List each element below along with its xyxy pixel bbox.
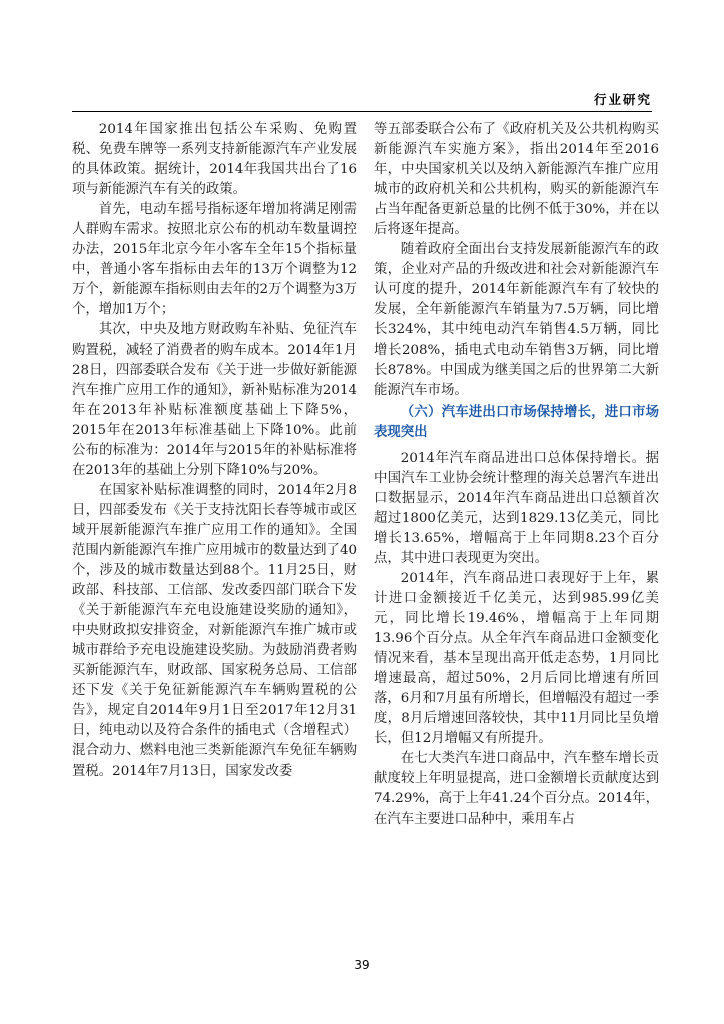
paragraph-license-quota: 首先，电动车摇号指标逐年增加将满足刚需人群购车需求。按照北京公布的机动车数量调控办法，2015年北京今年小客车全年15个指标量中，普通小客车指标由去年的13万个调整为12万个，新能源车指标则由去年的2万个调整为3万个，增加1万个；: [72, 202, 357, 318]
left-column: [72, 120, 357, 782]
page-number: 39: [354, 958, 370, 972]
paragraph-import-categories: 在七大类汽车进口商品中，汽车整车增长贡献度较上年明显提高，进口金额增长贡献度达到74.29%，高于上年41.24个百分点。2014年，在汽车主要进口品种中，乘用车占: [374, 751, 659, 827]
paragraph-nev-sales: 随着政府全面出台支持发展新能源汽车的政策，企业对产品的升级改进和社会对新能源汽车认可度的提升，2014年新能源汽车有了较快的发展，全年新能源汽车销量为7.5万辆，同比增长324%，其中纯电动汽车销售4.5万辆，同比增长208%，插电式电动车销售3万辆，同比增长878%。中国成为继美国之后的世界第二大新能源汽车市场。: [374, 242, 659, 398]
right-column: [374, 120, 659, 830]
section-heading: （六）汽车进出口市场保持增长，进口市场表现突出: [374, 404, 659, 440]
paragraph-promotion-cities: 在国家补贴标准调整的同时，2014年2月8日，四部委发布《关于支持沈阳长春等城市或区域开展新能源汽车推广应用工作的通知》。全国范围内新能源汽车推广应用城市的数量达到了40个，涉及的城市数量达到88个。11月25日，财政部、科技部、工信部、发改委四部门联合下发《关于新能源汽车充电设施建设奖励的通知》，中央财政拟安排资金，对新能源汽车推广城市或城市群给予充电设施建设奖励。为鼓励消费者购买新能源汽车，财政部、国家税务总局、工信部还下发《关于免征新能源汽车车辆购置税的公告》，规定自2014年9月1日至2017年12月31日，纯电动以及符合条件的插电式（含增程式）混合动力、燃料电池三类新能源汽车免征车辆购置税。2014年7月13日，国家发改委: [72, 482, 357, 779]
paragraph-imports: 2014年，汽车商品进口表现好于上年，累计进口金额接近千亿美元，达到985.99亿美元，同比增长19.46%，增幅高于上年同期13.96个百分点。从全年汽车商品进口金额变化情况来看，基本呈现出高开低走态势，1月同比增速最高，超过50%，2月后同比增速有所回落，6月和7月虽有所增长，但增幅没有超过一季度，8月后增速回落较快，其中11月同比呈负增长，但12月增幅又有所提升。: [374, 570, 659, 747]
paragraph-trade-total: 2014年汽车商品进出口总体保持增长。据中国汽车工业协会统计整理的海关总署汽车进出口数据显示，2014年汽车商品进出口总额首次超过1800亿美元，达到1829.13亿美元，同比增长13.65%，增幅高于上年同期8.23个百分点，其中进口表现更为突出。: [374, 450, 659, 566]
paragraph-policy-overview: 2014年国家推出包括公车采购、免购置税、免费车牌等一系列支持新能源汽车产业发展的具体政策。据统计，2014年我国共出台了16项与新能源汽车有关的政策。: [72, 122, 357, 198]
section-label: 行业研究: [593, 92, 652, 107]
paragraph-continuation: 等五部委联合公布了《政府机关及公共机构购买新能源汽车实施方案》，指出2014年至2016年，中央国家机关以及纳入新能源汽车推广应用城市的政府机关和公共机构，购买的新能源汽车占当年配备更新总量的比例不低于30%，并在以后将逐年提高。: [374, 122, 659, 238]
paragraph-subsidy: 其次，中央及地方财政购车补贴、免征汽车购置税，减轻了消费者的购车成本。2014年1月28日，四部委联合发布《关于进一步做好新能源汽车推广应用工作的通知》，新补贴标准为2014年在2013年补贴标准额度基础上下降5%，2015年在2013年标准基础上下降10%。此前公布的标准为：2014年与2015年的补贴标准将在2013年的基础上分别下降10%与20%。: [72, 322, 357, 478]
header-divider: [72, 111, 652, 112]
